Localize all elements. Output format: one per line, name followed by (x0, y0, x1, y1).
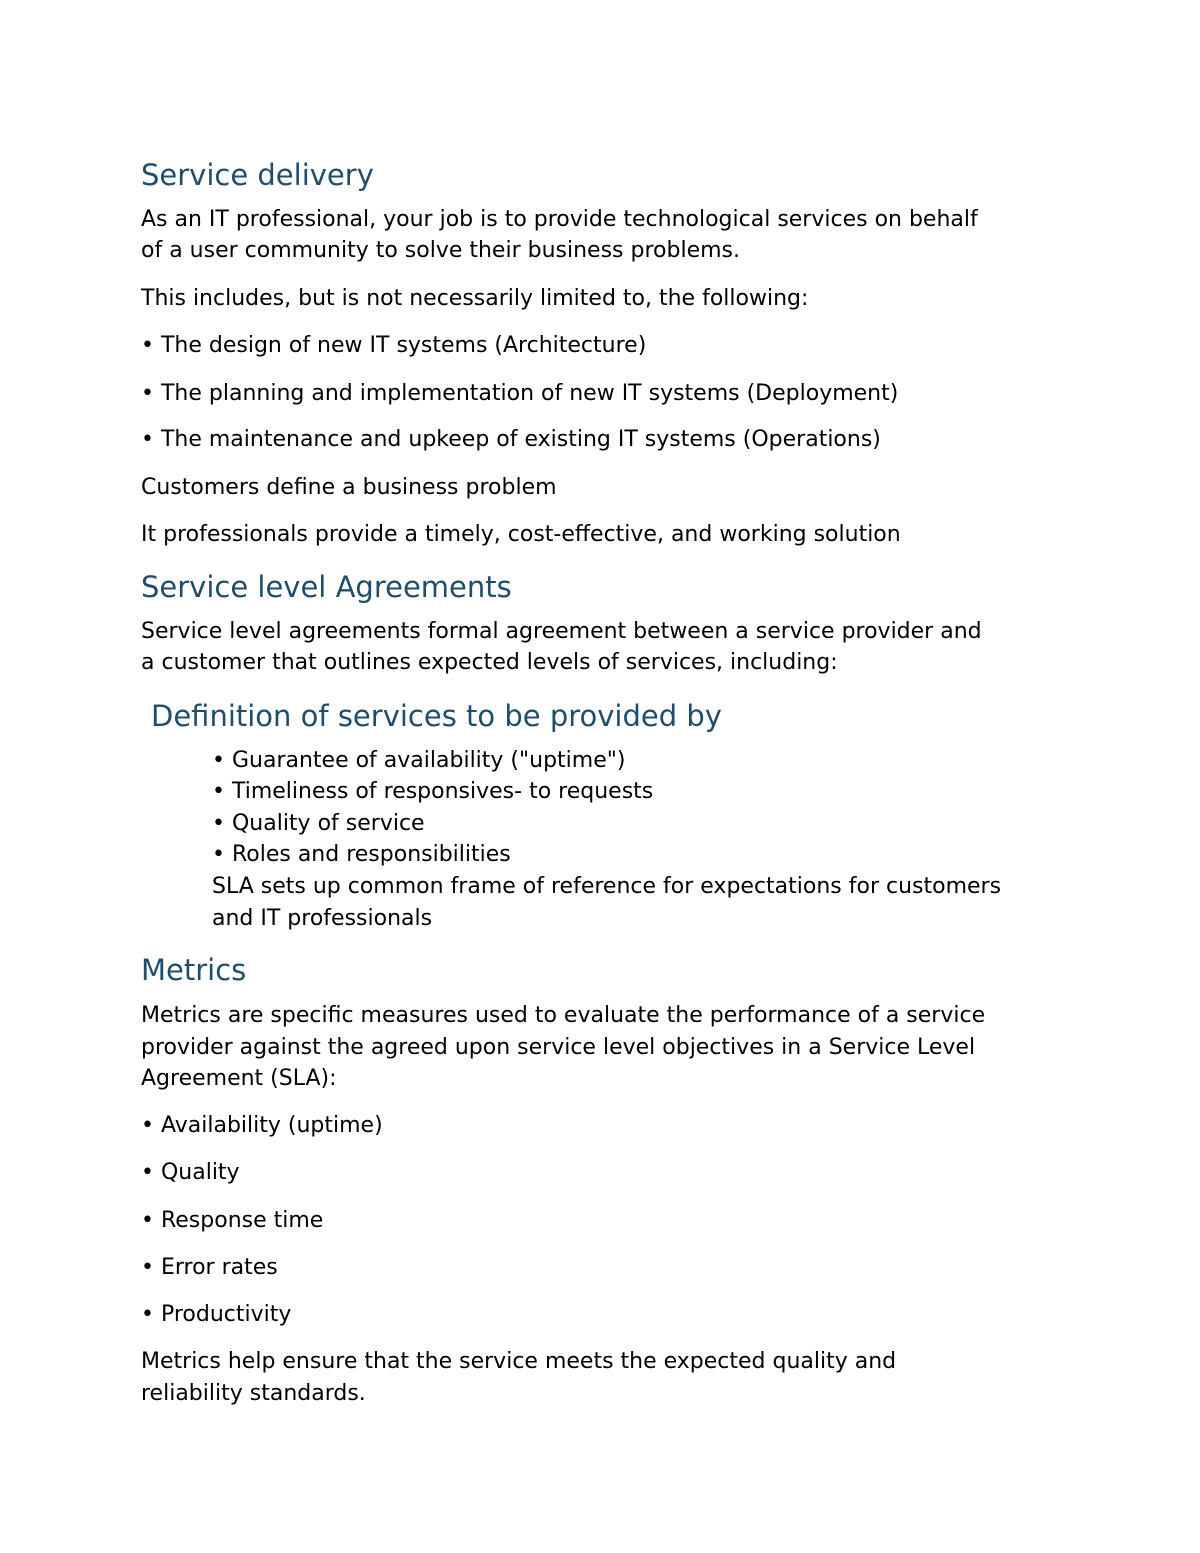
paragraph-sla-line-2: a customer that outlines expected levels of services, including: (141, 650, 838, 675)
list-item-quality: • Quality (141, 1160, 240, 1185)
paragraph-metrics-line-3: Agreement (SLA): (141, 1066, 337, 1091)
heading-definition-of-services: Definition of services to be provided by (151, 699, 722, 733)
paragraph-metrics-line-1: Metrics are specific measures used to evaluate the performance of a service (141, 1003, 986, 1028)
paragraph-closing-line-2: reliability standards. (141, 1381, 366, 1406)
paragraph-metrics-line-2: provider against the agreed upon service level objectives in a Service Level (141, 1035, 976, 1060)
paragraph-sla-frame-line-1: SLA sets up common frame of reference for expectations for customers (212, 874, 1002, 899)
paragraph-closing-line-1: Metrics help ensure that the service meets the expected quality and (141, 1349, 897, 1374)
list-item-availability-uptime: • Availability (uptime) (141, 1113, 383, 1138)
list-item-operations: • The maintenance and upkeep of existing IT systems (Operations) (141, 427, 881, 452)
list-item-timeliness: • Timeliness of responsives- to requests (212, 779, 654, 804)
heading-metrics: Metrics (141, 953, 247, 987)
paragraph-sla-line-1: Service level agreements formal agreement between a service provider and (141, 619, 982, 644)
paragraph-customers: Customers define a business problem (141, 475, 557, 500)
list-item-productivity: • Productivity (141, 1302, 292, 1327)
heading-service-level-agreements: Service level Agreements (141, 570, 512, 604)
list-item-response-time: • Response time (141, 1208, 324, 1233)
list-item-roles: • Roles and responsibilities (212, 842, 511, 867)
list-item-error-rates: • Error rates (141, 1255, 278, 1280)
paragraph-includes: This includes, but is not necessarily limited to, the following: (141, 286, 809, 311)
paragraph-intro-line-1: As an IT professional, your job is to provide technological services on behalf (141, 207, 978, 232)
paragraph-intro-line-2: of a user community to solve their business problems. (141, 238, 740, 263)
heading-service-delivery: Service delivery (141, 158, 374, 192)
list-item-quality-of-service: • Quality of service (212, 811, 425, 836)
list-item-availability-guarantee: • Guarantee of availability ("uptime") (212, 748, 626, 773)
list-item-architecture: • The design of new IT systems (Architecture) (141, 333, 647, 358)
paragraph-professionals: It professionals provide a timely, cost-effective, and working solution (141, 522, 901, 547)
list-item-deployment: • The planning and implementation of new IT systems (Deployment) (141, 381, 899, 406)
paragraph-sla-frame-line-2: and IT professionals (212, 906, 433, 931)
